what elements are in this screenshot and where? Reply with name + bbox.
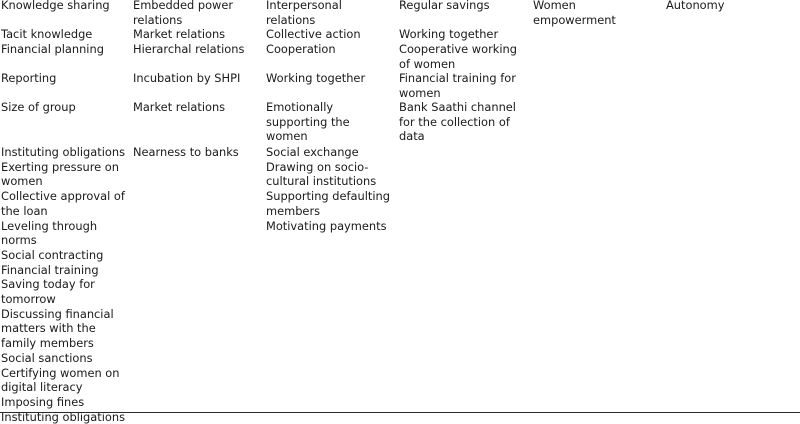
table-cell-list	[1, 145, 129, 424]
list-item: Social sanctions	[1, 350, 93, 365]
table-cell: Cooperation	[266, 42, 336, 56]
column-header: Embedded power relations	[133, 0, 234, 27]
list-item: Social exchange	[266, 145, 359, 159]
table-cell: Emotionally supporting the women	[266, 100, 350, 144]
table-cell-list	[266, 145, 394, 233]
list-item: Saving today for tomorrow	[1, 277, 95, 307]
table-cell: Collective action	[266, 27, 361, 41]
table-cell: Tacit knowledge	[1, 27, 93, 41]
table-cell: Financial training for women	[399, 71, 516, 100]
table-cell: Bank Saathi channel for the collection of data	[399, 100, 516, 144]
list-item: Discussing financial matters with the family members	[1, 306, 114, 351]
table-cell: Working together	[399, 27, 499, 41]
table-cell: Financial planning	[1, 42, 104, 56]
list-item: Nearness to banks	[133, 145, 239, 159]
list-item: Supporting defaulting members	[266, 189, 390, 218]
table-bottom-rule	[0, 412, 800, 413]
list-item: Motivating payments	[266, 218, 387, 233]
table-cell: Hierarchal relations	[133, 42, 245, 56]
table-cell-list	[133, 145, 261, 160]
list-item: Exerting pressure on women	[1, 159, 119, 189]
column-header: Interpersonal relations	[266, 0, 342, 27]
column-header: Women empowerment	[533, 0, 616, 27]
column-header: Knowledge sharing	[1, 0, 110, 12]
table-cell: Reporting	[1, 71, 57, 85]
list-item: Social contracting	[1, 247, 104, 262]
list-item: Financial training	[1, 262, 99, 277]
column-header: Regular savings	[399, 0, 490, 12]
column-header: Autonomy	[666, 0, 725, 12]
list-item: Collective approval of the loan	[1, 189, 125, 218]
table-cell: Market relations	[133, 27, 226, 41]
table-cell: Incubation by SHPI	[133, 71, 241, 85]
table-cell: Working together	[266, 71, 366, 85]
list-item: Imposing fines	[1, 394, 85, 409]
table-cell: Size of group	[1, 100, 76, 114]
list-item: Certifying women on digital literacy	[1, 365, 120, 395]
list-item: Instituting obligations	[1, 145, 126, 159]
table-cell: Cooperative working of women	[399, 42, 517, 71]
list-item: Leveling through norms	[1, 218, 98, 248]
table-cell: Market relations	[133, 100, 226, 114]
list-item: Drawing on socio-cultural institutions	[266, 159, 377, 189]
list-item: Instituting obligations	[1, 409, 126, 424]
